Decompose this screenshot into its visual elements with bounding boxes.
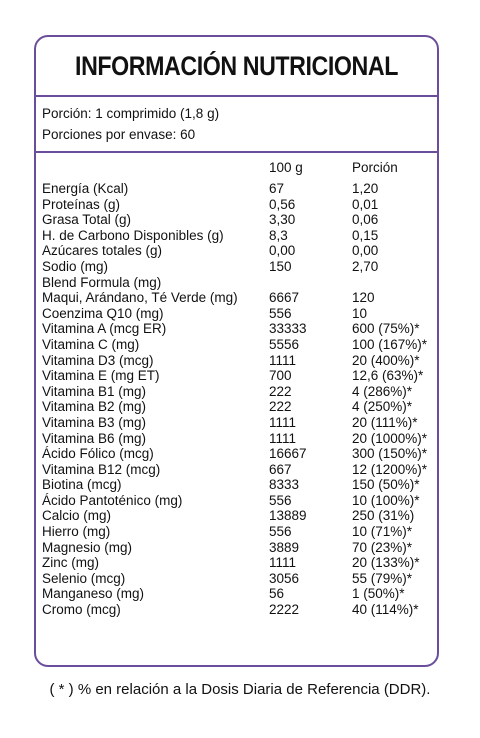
- table-row: [36, 586, 437, 602]
- nutrient-name: Azúcares totales (g): [42, 243, 163, 259]
- value-portion: 55 (79%)*: [352, 570, 413, 586]
- value-100g: 222: [269, 399, 292, 415]
- table-row: [36, 431, 437, 447]
- value-portion: 10 (100%)*: [352, 492, 420, 508]
- value-portion: 40 (114%)*: [352, 602, 419, 618]
- value-portion: 12 (1200%)*: [352, 461, 428, 477]
- value-portion: 1 (50%)*: [352, 586, 405, 602]
- value-portion: 20 (400%)*: [352, 352, 420, 368]
- nutrient-name: Cromo (mcg): [42, 602, 121, 618]
- value-100g: 1111: [269, 430, 297, 446]
- table-row: [36, 306, 437, 322]
- value-portion: 20 (1000%)*: [352, 430, 428, 446]
- value-portion: 150 (50%)*: [352, 477, 420, 493]
- table-row: [36, 493, 437, 509]
- value-portion: 4 (250%)*: [352, 399, 413, 415]
- value-100g: 0,00: [269, 243, 296, 259]
- nutrient-name: Magnesio (mg): [42, 539, 133, 555]
- footnote: ( * ) % en relación a la Dosis Diaria de Referencia (DDR).: [49, 681, 431, 698]
- nutrient-name: Zinc (mg): [42, 555, 99, 571]
- nutrition-panel: [34, 35, 439, 667]
- value-100g: 8333: [269, 477, 300, 493]
- value-100g: 150: [269, 258, 292, 274]
- value-portion: 0,06: [352, 212, 379, 228]
- value-100g: 5556: [269, 336, 300, 352]
- nutrient-name: Vitamina B1 (mg): [42, 383, 147, 399]
- value-portion: 1,20: [352, 181, 379, 196]
- nutrient-name: Vitamina B2 (mg): [42, 399, 147, 415]
- table-row: [36, 197, 437, 213]
- nutrient-name: Biotina (mcg): [42, 477, 122, 493]
- value-100g: 3056: [269, 570, 300, 586]
- nutrient-name: Vitamina A (mcg ER): [42, 321, 167, 337]
- value-100g: 0,56: [269, 196, 296, 212]
- portion-size: Porción: 1 comprimido (1,8 g): [42, 106, 220, 121]
- value-100g: 667: [269, 461, 292, 477]
- value-portion: 20 (111%)*: [352, 414, 418, 430]
- value-portion: 100 (167%)*: [352, 336, 428, 352]
- value-portion: 2,70: [352, 258, 379, 274]
- table-row: [36, 508, 437, 524]
- portions-per-pack: Porciones por envase: 60: [42, 127, 196, 142]
- nutrient-name: Vitamina E (mg ET): [42, 368, 160, 384]
- value-100g: 1111: [269, 414, 297, 430]
- value-portion: 300 (150%)*: [352, 446, 428, 462]
- table-row: [36, 353, 437, 369]
- value-portion: 120: [352, 290, 375, 306]
- nutrient-name: Calcio (mg): [42, 508, 112, 524]
- panel-title: INFORMACIÓN NUTRICIONAL: [75, 50, 398, 81]
- nutrient-name: Energía (Kcal): [42, 181, 129, 196]
- column-header-100g: 100 g: [269, 160, 303, 175]
- value-100g: 8,3: [269, 227, 288, 243]
- nutrient-name: Vitamina C (mg): [42, 336, 140, 352]
- value-100g: 222: [269, 383, 292, 399]
- value-portion: 250 (31%): [352, 508, 415, 524]
- table-row: [36, 181, 437, 197]
- value-portion: 12,6 (63%)*: [352, 368, 424, 384]
- nutrient-name: Hierro (mg): [42, 524, 111, 540]
- value-100g: 16667: [269, 446, 307, 462]
- nutrient-table: [36, 181, 437, 618]
- nutrient-name: Sodio (mg): [42, 258, 109, 274]
- value-100g: 556: [269, 524, 292, 540]
- nutrient-name: Selenio (mcg): [42, 570, 126, 586]
- value-100g: 3,30: [269, 212, 296, 228]
- table-row: [36, 228, 437, 244]
- nutrient-name: Vitamina B3 (mg): [42, 414, 147, 430]
- nutrient-name: Vitamina B12 (mcg): [42, 461, 161, 477]
- table-row: [36, 337, 437, 353]
- table-row: [36, 399, 437, 415]
- value-100g: 33333: [269, 321, 307, 337]
- table-row: [36, 524, 437, 540]
- value-100g: 556: [269, 492, 292, 508]
- value-100g: 700: [269, 368, 292, 384]
- nutrient-name: Maqui, Arándano, Té Verde (mg): [42, 290, 238, 306]
- value-100g: 1111: [269, 555, 297, 571]
- table-row: [36, 602, 437, 618]
- table-row: [36, 477, 437, 493]
- table-row: [36, 571, 437, 587]
- value-100g: 56: [269, 586, 285, 602]
- table-row: [36, 555, 437, 571]
- nutrient-name: Proteínas (g): [42, 196, 121, 212]
- value-portion: 20 (133%)*: [352, 555, 420, 571]
- table-row: [36, 384, 437, 400]
- nutrient-name: H. de Carbono Disponibles (g): [42, 227, 224, 243]
- value-portion: 600 (75%)*: [352, 321, 420, 337]
- nutrient-name: Vitamina B6 (mg): [42, 430, 147, 446]
- value-portion: 0,01: [352, 196, 379, 212]
- value-portion: 70 (23%)*: [352, 539, 413, 555]
- column-header-portion: Porción: [352, 160, 398, 175]
- table-row: [36, 290, 437, 306]
- table-row: [36, 415, 437, 431]
- value-100g: 556: [269, 305, 292, 321]
- value-portion: 4 (286%)*: [352, 383, 413, 399]
- value-100g: 67: [269, 181, 285, 196]
- table-row: [36, 243, 437, 259]
- table-row: [36, 446, 437, 462]
- table-row: [36, 275, 437, 291]
- nutrient-name: Ácido Fólico (mcg): [42, 446, 154, 462]
- nutrient-name: Ácido Pantoténico (mg): [42, 492, 183, 508]
- portion-info: [36, 97, 437, 151]
- value-100g: 13889: [269, 508, 307, 524]
- table-row: [36, 321, 437, 337]
- value-portion: 0,15: [352, 227, 379, 243]
- value-portion: 10: [352, 305, 368, 321]
- nutrient-name: Coenzima Q10 (mg): [42, 305, 164, 321]
- nutrient-name: Blend Formula (mg): [42, 274, 162, 290]
- table-row: [36, 540, 437, 556]
- nutrient-name: Grasa Total (g): [42, 212, 132, 228]
- value-100g: 2222: [269, 602, 300, 618]
- column-headers: [36, 153, 437, 181]
- value-100g: 3889: [269, 539, 300, 555]
- value-100g: 6667: [269, 290, 300, 306]
- nutrient-name: Vitamina D3 (mcg): [42, 352, 154, 368]
- table-row: [36, 462, 437, 478]
- value-portion: 0,00: [352, 243, 379, 259]
- table-row: [36, 259, 437, 275]
- table-row: [36, 368, 437, 384]
- table-row: [36, 212, 437, 228]
- nutrient-name: Manganeso (mg): [42, 586, 145, 602]
- value-100g: 1111: [269, 352, 297, 368]
- value-portion: 10 (71%)*: [352, 524, 413, 540]
